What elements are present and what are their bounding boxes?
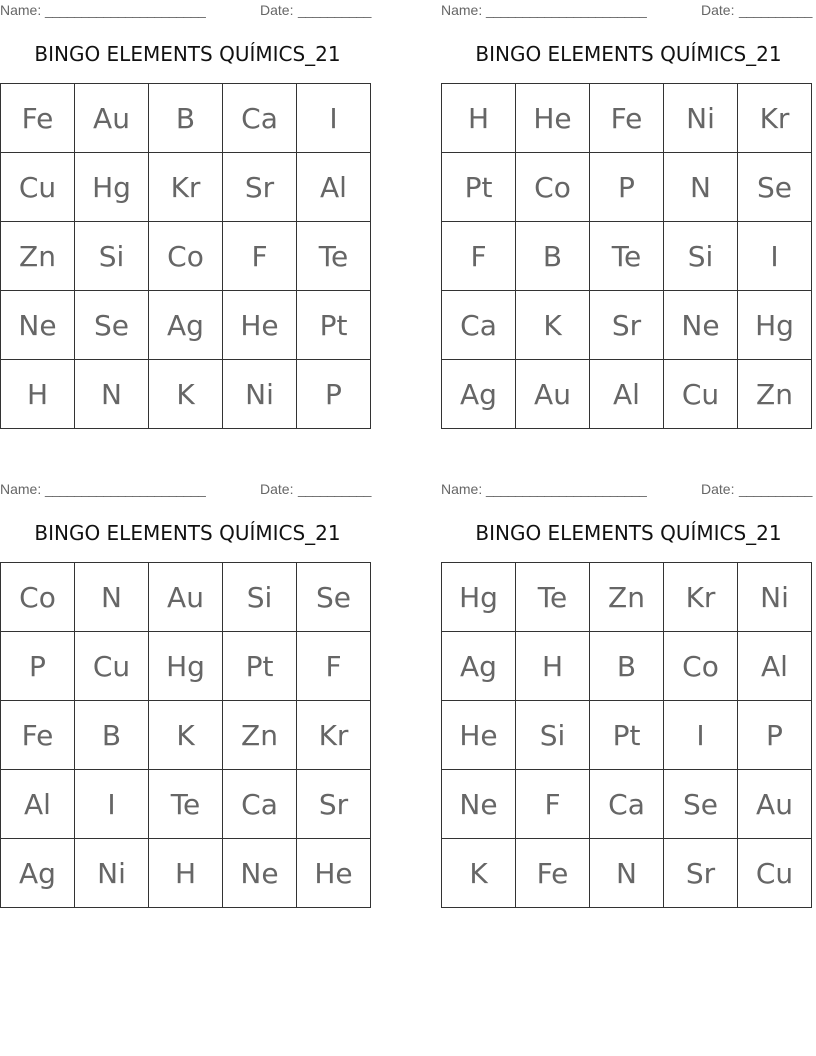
element-cell: Co	[1, 563, 75, 632]
element-cell: Te	[590, 222, 664, 291]
grid-row	[1, 701, 371, 770]
element-cell: P	[1, 632, 75, 701]
element-cell: Zn	[738, 360, 812, 429]
element-cell: H	[516, 632, 590, 701]
grid-row	[442, 770, 812, 839]
element-cell: Fe	[1, 701, 75, 770]
element-cell: Co	[664, 632, 738, 701]
name-label: Name:	[0, 481, 42, 497]
grid-row	[442, 84, 812, 153]
grid-row	[442, 291, 812, 360]
element-cell: Kr	[149, 153, 223, 222]
element-cell: H	[1, 360, 75, 429]
element-cell: Ne	[442, 770, 516, 839]
element-cell: Al	[297, 153, 371, 222]
element-cell: I	[75, 770, 149, 839]
element-cell: K	[442, 839, 516, 908]
element-cell: Ag	[149, 291, 223, 360]
grid-row	[1, 153, 371, 222]
date-blank: __________	[298, 2, 371, 18]
element-cell: Al	[738, 632, 812, 701]
element-cell: Zn	[223, 701, 297, 770]
element-cell: F	[516, 770, 590, 839]
name-label: Name:	[0, 2, 42, 18]
element-cell: He	[516, 84, 590, 153]
card-header	[0, 0, 375, 20]
element-cell: Hg	[738, 291, 812, 360]
element-cell: Ni	[223, 360, 297, 429]
grid-row	[442, 222, 812, 291]
element-cell: Sr	[664, 839, 738, 908]
element-cell: B	[75, 701, 149, 770]
date-label: Date:	[260, 2, 294, 18]
bingo-grid	[0, 83, 371, 429]
element-cell: He	[223, 291, 297, 360]
element-cell: Si	[516, 701, 590, 770]
card-header	[441, 0, 816, 20]
element-cell: I	[738, 222, 812, 291]
element-cell: Hg	[149, 632, 223, 701]
element-cell: I	[297, 84, 371, 153]
card-header	[0, 479, 375, 499]
element-cell: Ag	[1, 839, 75, 908]
element-cell: He	[297, 839, 371, 908]
element-cell: He	[442, 701, 516, 770]
element-cell: Sr	[223, 153, 297, 222]
element-cell: Au	[75, 84, 149, 153]
grid-row	[442, 563, 812, 632]
element-cell: Ca	[442, 291, 516, 360]
element-cell: Cu	[1, 153, 75, 222]
grid-row	[1, 770, 371, 839]
name-blank: ______________________	[486, 2, 647, 18]
element-cell: N	[590, 839, 664, 908]
element-cell: Fe	[516, 839, 590, 908]
element-cell: Zn	[1, 222, 75, 291]
element-cell: Ca	[223, 84, 297, 153]
element-cell: F	[297, 632, 371, 701]
date-label: Date:	[701, 2, 735, 18]
element-cell: Se	[738, 153, 812, 222]
date-blank: __________	[739, 481, 812, 497]
element-cell: Ne	[664, 291, 738, 360]
element-cell: Se	[297, 563, 371, 632]
element-cell: P	[738, 701, 812, 770]
date-label: Date:	[260, 481, 294, 497]
card-title: BINGO ELEMENTS QUÍMICS_21	[475, 521, 782, 545]
date-label: Date:	[701, 481, 735, 497]
grid-row	[442, 839, 812, 908]
element-cell: Al	[1, 770, 75, 839]
element-cell: Ag	[442, 360, 516, 429]
element-cell: B	[516, 222, 590, 291]
name-blank: ______________________	[45, 481, 206, 497]
grid-row	[442, 360, 812, 429]
name-blank: ______________________	[45, 2, 206, 18]
element-cell: Hg	[75, 153, 149, 222]
name-blank: ______________________	[486, 481, 647, 497]
name-label: Name:	[441, 2, 483, 18]
grid-row	[1, 84, 371, 153]
element-cell: Co	[516, 153, 590, 222]
element-cell: Au	[738, 770, 812, 839]
bingo-grid	[441, 562, 812, 908]
card-title: BINGO ELEMENTS QUÍMICS_21	[34, 521, 341, 545]
element-cell: Ne	[223, 839, 297, 908]
element-cell: H	[149, 839, 223, 908]
element-cell: Ag	[442, 632, 516, 701]
element-cell: Te	[516, 563, 590, 632]
element-cell: Te	[149, 770, 223, 839]
grid-row	[442, 701, 812, 770]
date-blank: __________	[739, 2, 812, 18]
element-cell: N	[664, 153, 738, 222]
element-cell: Kr	[738, 84, 812, 153]
grid-row	[442, 153, 812, 222]
element-cell: Pt	[223, 632, 297, 701]
date-blank: __________	[298, 481, 371, 497]
element-cell: H	[442, 84, 516, 153]
grid-row	[1, 360, 371, 429]
element-cell: Ni	[738, 563, 812, 632]
element-cell: Si	[223, 563, 297, 632]
element-cell: K	[149, 701, 223, 770]
element-cell: K	[149, 360, 223, 429]
element-cell: Au	[149, 563, 223, 632]
element-cell: I	[664, 701, 738, 770]
element-cell: Au	[516, 360, 590, 429]
element-cell: Hg	[442, 563, 516, 632]
grid-row	[1, 632, 371, 701]
element-cell: Sr	[590, 291, 664, 360]
grid-row	[442, 632, 812, 701]
name-label: Name:	[441, 481, 483, 497]
element-cell: Se	[75, 291, 149, 360]
element-cell: Kr	[297, 701, 371, 770]
bingo-grid	[441, 83, 812, 429]
grid-row	[1, 563, 371, 632]
element-cell: P	[297, 360, 371, 429]
element-cell: Se	[664, 770, 738, 839]
element-cell: Cu	[664, 360, 738, 429]
element-cell: Ni	[75, 839, 149, 908]
element-cell: P	[590, 153, 664, 222]
element-cell: B	[590, 632, 664, 701]
element-cell: Kr	[664, 563, 738, 632]
element-cell: K	[516, 291, 590, 360]
element-cell: Cu	[738, 839, 812, 908]
grid-row	[1, 291, 371, 360]
element-cell: Pt	[297, 291, 371, 360]
element-cell: Si	[75, 222, 149, 291]
element-cell: Co	[149, 222, 223, 291]
card-title: BINGO ELEMENTS QUÍMICS_21	[475, 42, 782, 66]
element-cell: B	[149, 84, 223, 153]
element-cell: Pt	[442, 153, 516, 222]
card-title: BINGO ELEMENTS QUÍMICS_21	[34, 42, 341, 66]
card-header	[441, 479, 816, 499]
grid-row	[1, 222, 371, 291]
element-cell: F	[442, 222, 516, 291]
element-cell: Ne	[1, 291, 75, 360]
element-cell: Cu	[75, 632, 149, 701]
grid-row	[1, 839, 371, 908]
bingo-grid	[0, 562, 371, 908]
element-cell: Pt	[590, 701, 664, 770]
element-cell: Zn	[590, 563, 664, 632]
element-cell: Ni	[664, 84, 738, 153]
element-cell: Sr	[297, 770, 371, 839]
element-cell: N	[75, 360, 149, 429]
element-cell: Fe	[1, 84, 75, 153]
element-cell: Al	[590, 360, 664, 429]
element-cell: F	[223, 222, 297, 291]
element-cell: N	[75, 563, 149, 632]
element-cell: Te	[297, 222, 371, 291]
element-cell: Ca	[590, 770, 664, 839]
element-cell: Fe	[590, 84, 664, 153]
element-cell: Si	[664, 222, 738, 291]
element-cell: Ca	[223, 770, 297, 839]
